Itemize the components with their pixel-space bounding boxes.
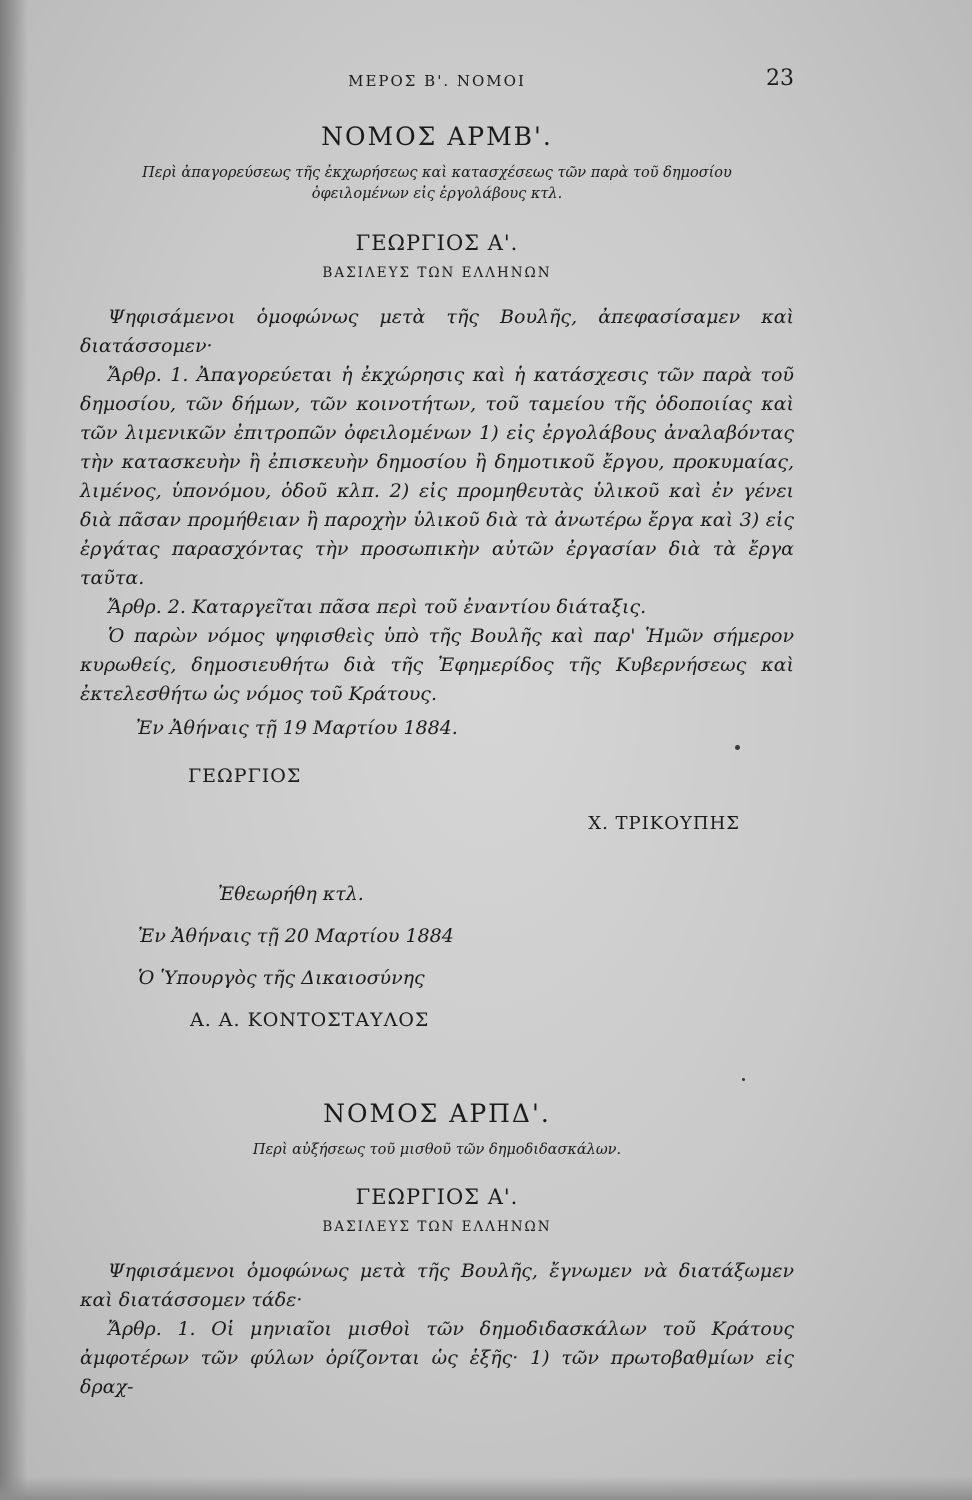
law-1-article-1-label: Ἄρθρ. 1. — [108, 364, 189, 386]
law-2 — [80, 1099, 794, 1402]
spine-shadow — [0, 0, 28, 1500]
law-2-article-1-text: Οἱ μηνιαῖοι μισθοὶ τῶν δημοδιδασκάλων τοῦ Κράτους ἀμφοτέρων τῶν φύλων ὁρίζονται ὡς ἑξῆς· 1) τῶν πρωτοβαθμίων εἰς δραχ- — [80, 1318, 794, 1398]
law-2-king-title: ΒΑΣΙΛΕΥΣ ΤΩΝ ΕΛΛΗΝΩΝ — [322, 1219, 552, 1235]
law-1-article-2-text: Καταργεῖται πᾶσα περὶ τοῦ ἐναντίου διάταξις. — [191, 596, 647, 618]
page-header — [80, 66, 794, 96]
law-1-article-2 — [80, 593, 794, 622]
law-1-king-title: ΒΑΣΙΛΕΥΣ ΤΩΝ ΕΛΛΗΝΩΝ — [322, 265, 552, 281]
law-2-title: ΝΟΜΟΣ ΑΡΠΔ'. — [323, 1099, 551, 1128]
law-1-promulgation: Ὁ παρὼν νόμος ψηφισθεὶς ὑπὸ τῆς Βουλῆς καὶ παρ' Ἡμῶν σήμερον κυρωθείς, δημοσιευθήτω διὰ τῆς Ἐφημερίδος τῆς Κυβερνήσεως καὶ ἐκτελεσθήτω ὡς νόμος τοῦ Κράτους. — [80, 625, 794, 705]
law-1-article-1 — [80, 361, 794, 593]
minister-title: Ὁ Ὑπουργὸς τῆς Δικαιοσύνης — [138, 967, 425, 989]
ink-speck — [742, 1078, 745, 1081]
seal-line: Ἐθεωρήθη κτλ. — [218, 883, 364, 905]
law-1-subject: Περὶ ἀπαγορεύσεως τῆς ἐκχωρήσεως καὶ κατασχέσεως τῶν παρὰ τοῦ δημοσίου ὀφειλομένων εἰς ἐργολάβους κτλ. — [142, 165, 732, 202]
seal-date: Ἐν Ἀθήναις τῇ 20 Μαρτίου 1884 — [138, 925, 454, 947]
signature-minister: Χ. ΤΡΙΚΟΥΠΗΣ — [588, 813, 740, 834]
page-content — [80, 122, 794, 1402]
signature-king: ΓΕΩΡΓΙΟΣ — [188, 765, 302, 787]
law-2-article-1 — [80, 1315, 794, 1402]
law-1 — [80, 122, 794, 1041]
running-head: ΜΕΡΟΣ Β'. ΝΟΜΟΙ — [348, 72, 526, 90]
law-2-article-1-label: Ἄρθρ. 1. — [108, 1318, 196, 1340]
law-1-article-2-label: Ἄρθρ. 2. — [108, 596, 186, 618]
bottom-shadow — [0, 1476, 972, 1500]
law-1-article-1-text: Ἀπαγορεύεται ἡ ἐκχώρησις καὶ ἡ κατάσχεσις τῶν παρὰ τοῦ δημοσίου, τῶν δήμων, τῶν κοινοτήτων, τοῦ ταμείου τῆς ὁδοποιίας καὶ τῶν λιμενικῶν ἐπιτροπῶν ὀφειλομένων 1) εἰς ἐργολάβους ἀναλαβόντας τὴν κατασκευὴν ἢ ἐπισκευὴν δημοσίου ἢ δημοτικοῦ ἔργου, προκυμαίας, λιμένος, ὑπονόμου, ὁδοῦ κλπ. 2) εἰς προμηθευτὰς ὑλικοῦ καὶ ἐν γένει διὰ πᾶσαν προμήθειαν ἢ παροχὴν ὑλικοῦ διὰ τὰ ἀνωτέρω ἔργα καὶ 3) εἰς ἐργάτας παρασχόντας τὴν προσωπικὴν αὐτῶν ἐργασίαν διὰ τὰ ἔργα ταῦτα. — [80, 364, 794, 589]
signatures — [80, 743, 794, 833]
law-2-preamble: Ψηφισάμενοι ὁμοφώνως μετὰ τῆς Βουλῆς, ἔγνωμεν νὰ διατάξωμεν καὶ διατάσσομεν τάδε· — [80, 1260, 794, 1311]
ink-speck — [735, 745, 740, 750]
law-1-title: ΝΟΜΟΣ ΑΡΜΒ'. — [321, 122, 553, 151]
law-2-subject: Περὶ αὐξήσεως τοῦ μισθοῦ τῶν δημοδιδασκάλων. — [252, 1142, 622, 1158]
minister-name: Α. Α. ΚΟΝΤΟΣΤΑΥΛΟΣ — [190, 1009, 430, 1031]
law-1-preamble: Ψηφισάμενοι ὁμοφώνως μετὰ τῆς Βουλῆς, ἀπεφασίσαμεν καὶ διατάσσομεν· — [80, 306, 794, 357]
law-1-date: Ἐν Ἀθήναις τῇ 19 Μαρτίου 1884. — [136, 717, 458, 739]
law-1-king-name: ΓΕΩΡΓΙΟΣ Α'. — [355, 231, 519, 255]
page-number: 23 — [766, 66, 794, 91]
seal-block — [80, 873, 794, 1041]
law-2-king-name: ΓΕΩΡΓΙΟΣ Α'. — [355, 1185, 519, 1209]
